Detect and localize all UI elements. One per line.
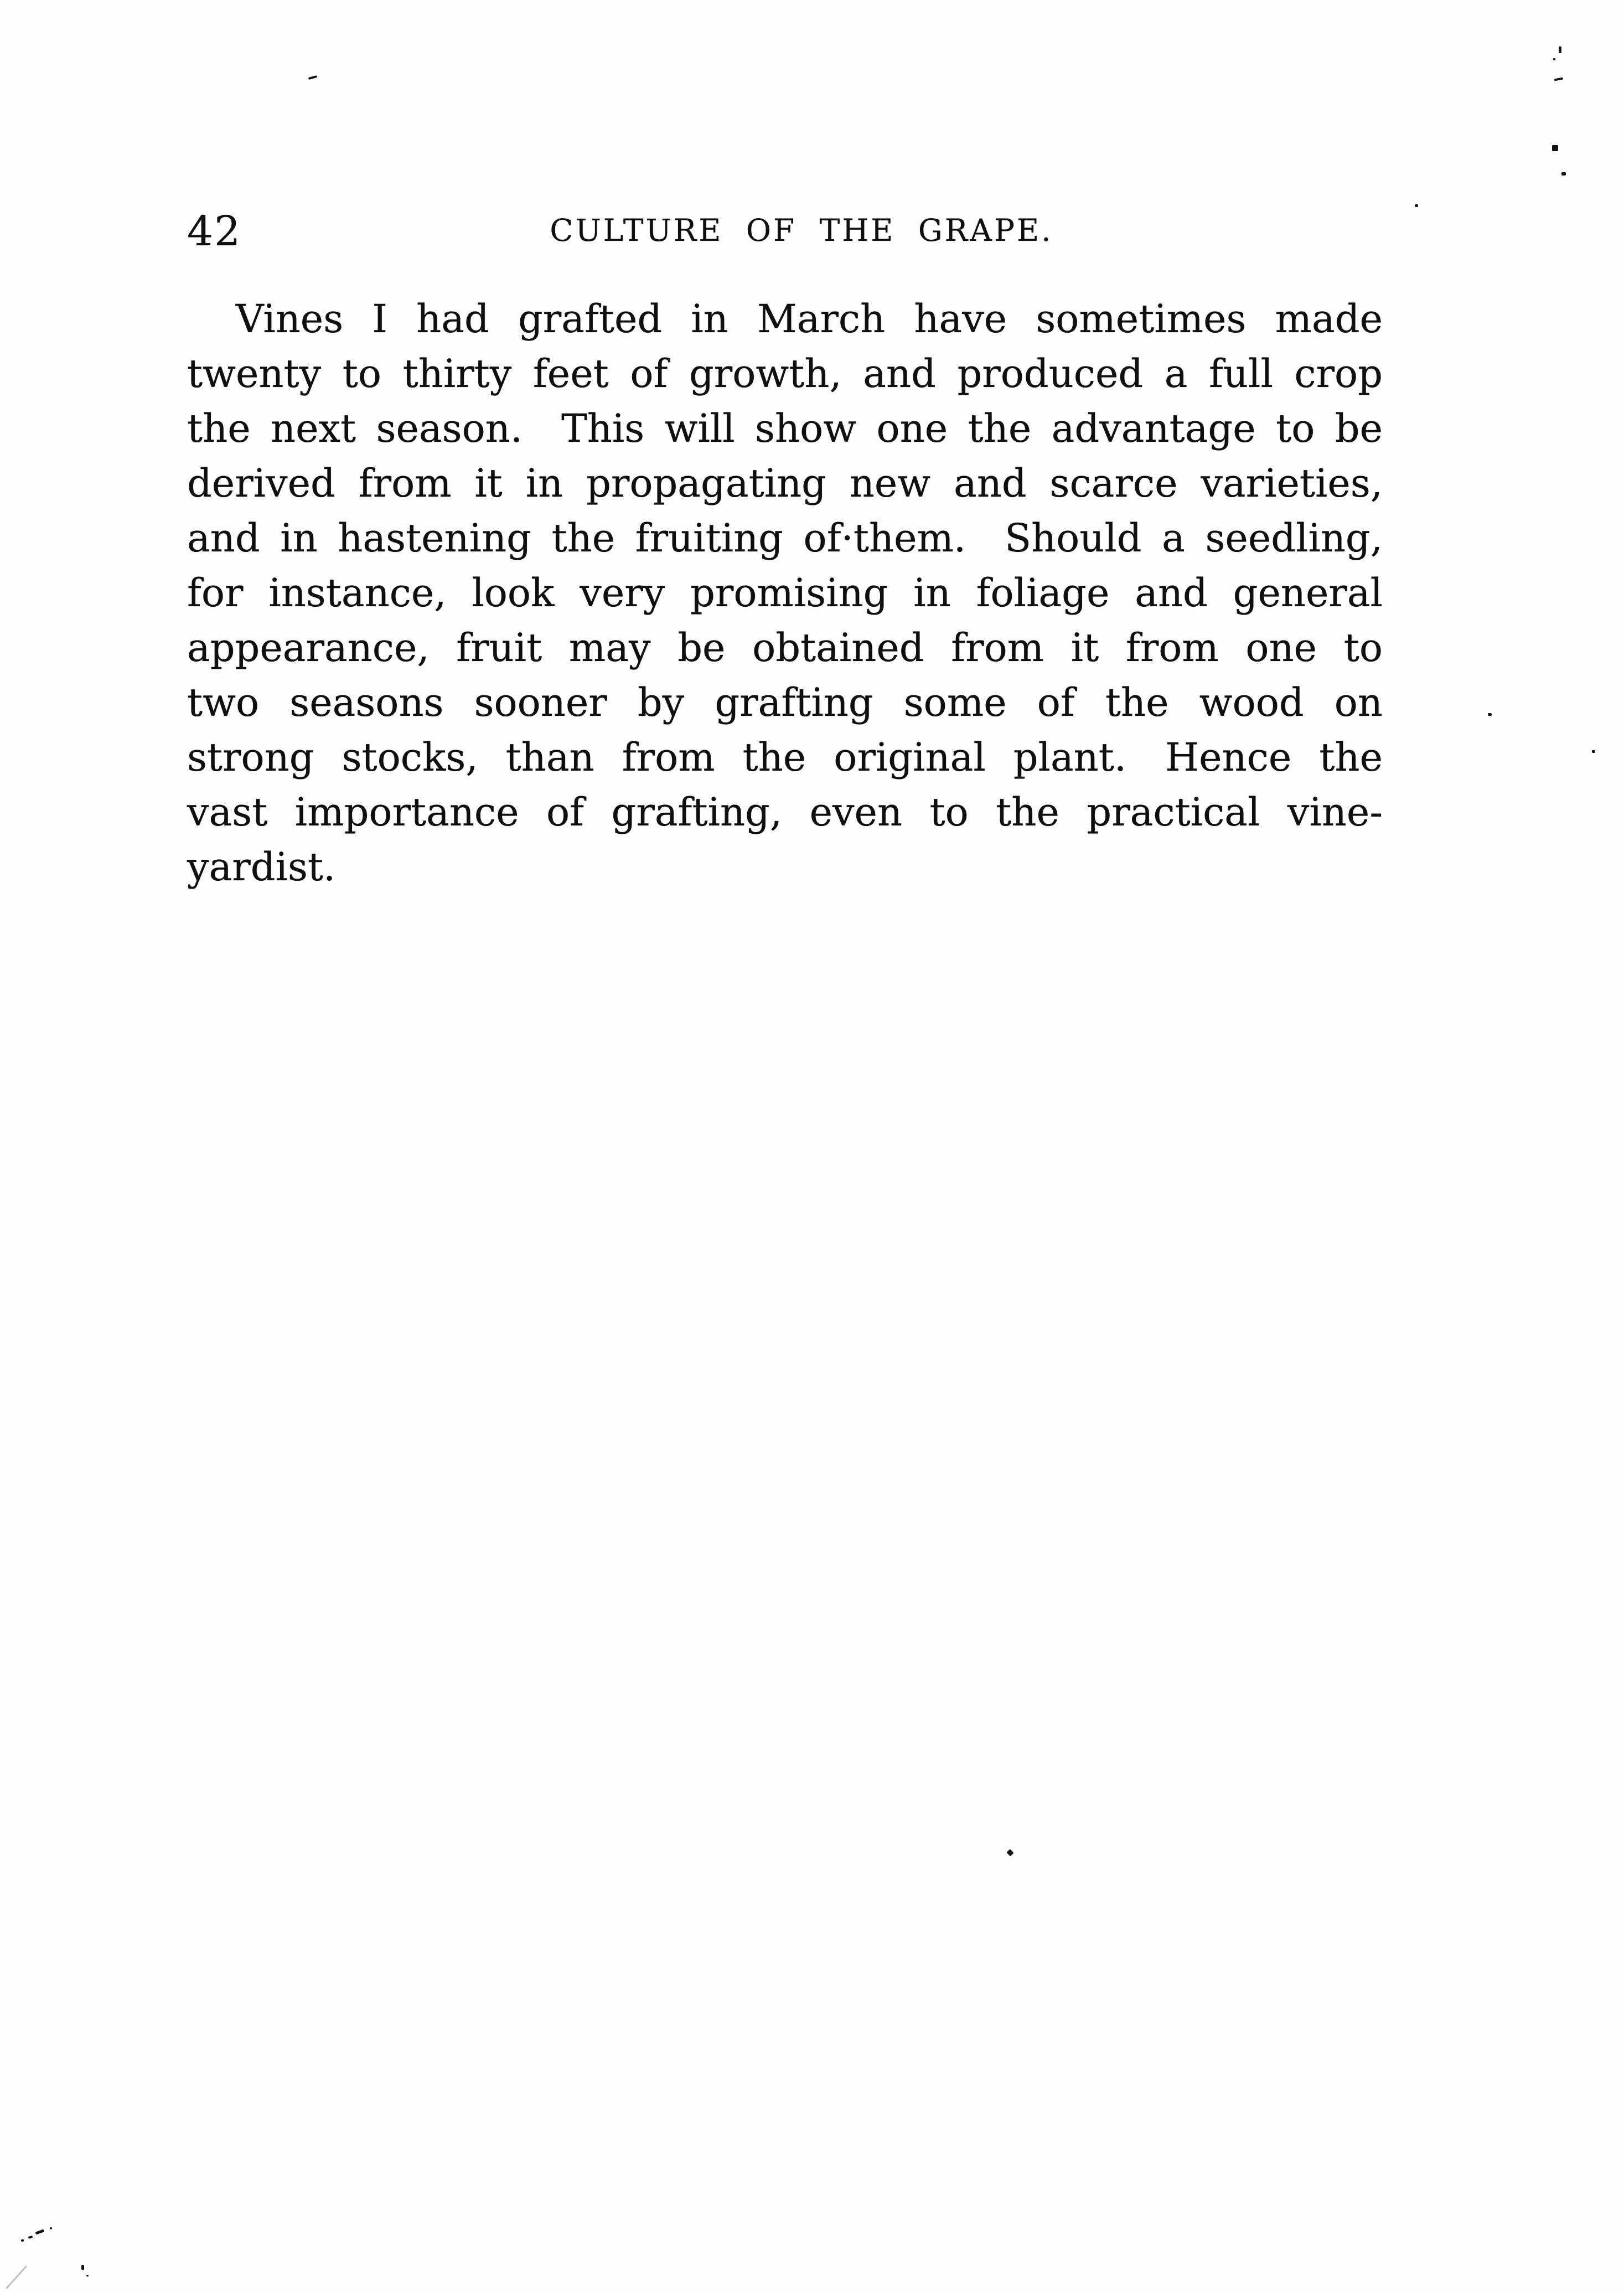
scan-speckle [1559,47,1561,53]
scan-speckle [35,2229,45,2234]
text-line: strong stocks, than from the original plant. Hence the [187,735,1383,780]
text-line: for instance, look very promising in foliage and general [187,570,1383,616]
scan-speckle [1006,1849,1013,1856]
scan-speckle [1592,750,1595,753]
scan-speckle [1415,204,1418,207]
scan-speckle [50,2227,52,2229]
scan-speckle [1552,145,1558,151]
scan-speckle [1553,58,1555,60]
text-line: vast importance of grafting, even to the practical vine- [187,789,1383,835]
text-line: the next season. This will show one the advantage to be [187,406,1383,451]
text-line: twenty to thirty feet of growth, and produced a full crop [187,351,1383,396]
running-header-title: CULTURE OF THE GRAPE. [550,213,1053,248]
text-line: Vines I had grafted in March have sometimes made [236,296,1383,342]
scan-speckle [28,2236,33,2239]
scan-speckle [308,75,317,80]
text-line: appearance, fruit may be obtained from it from one to [187,625,1383,670]
page-number: 42 [187,208,242,255]
scan-speckle [86,2275,89,2276]
text-line: derived from it in propagating new and scarce varieties, [187,461,1383,506]
text-line: and in hastening the fruiting of·them. Should a seedling, [187,515,1383,561]
scan-speckle [1561,172,1566,175]
scan-speckle [6,2265,27,2289]
scan-speckle [1488,713,1492,716]
scan-speckle [21,2239,24,2242]
text-line: two seasons sooner by grafting some of the wood on [187,680,1383,725]
body-paragraph [187,292,1383,895]
text-line: yardist. [187,844,336,890]
scan-speckle [81,2265,84,2270]
scan-speckle [1554,78,1563,81]
